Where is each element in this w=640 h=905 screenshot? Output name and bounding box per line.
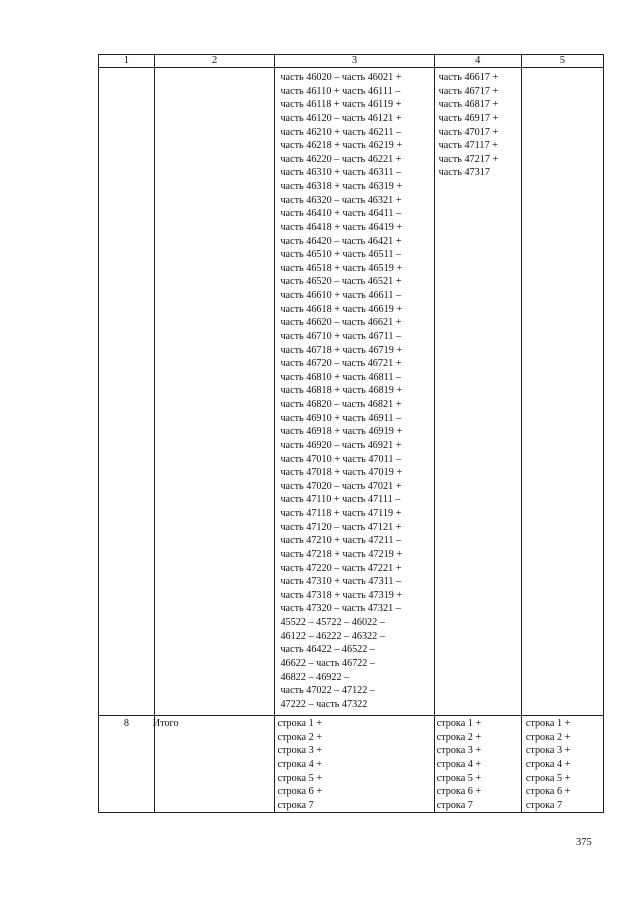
total-line: строка 1 + bbox=[277, 718, 322, 729]
column-header-1: 1 bbox=[99, 55, 155, 68]
formula-line: часть 47218 + часть 47219 + bbox=[280, 548, 403, 560]
formula-lines-col4 bbox=[435, 68, 521, 180]
column-header-5: 5 bbox=[521, 55, 603, 68]
total-line: строка 5 + bbox=[277, 772, 322, 784]
total-row-label: Итого bbox=[152, 718, 179, 729]
formula-line: часть 46410 + часть 46411 – bbox=[280, 208, 402, 220]
formula-line: часть 47010 + часть 47011 – bbox=[280, 453, 402, 465]
total-line: строка 2 + bbox=[436, 731, 482, 743]
formula-line: часть 46718 + часть 46719 + bbox=[280, 344, 403, 356]
formula-line: часть 47220 – часть 47221 + bbox=[280, 562, 402, 574]
formula-line: часть 47022 – 47122 – bbox=[280, 685, 376, 697]
total-col4-cell bbox=[434, 716, 521, 813]
total-line: строка 4 + bbox=[525, 758, 571, 770]
total-line: строка 2 + bbox=[277, 731, 322, 743]
continuation-row bbox=[99, 68, 604, 716]
formula-line: часть 46318 + часть 46319 + bbox=[280, 181, 403, 192]
total-line: строка 6 + bbox=[525, 786, 571, 798]
formula-line: часть 47117 + bbox=[438, 140, 498, 152]
formula-line: часть 46610 + часть 46611 – bbox=[280, 290, 402, 301]
total-line: строка 3 + bbox=[525, 745, 571, 757]
total-line: строка 7 bbox=[525, 799, 563, 811]
total-col5-cell bbox=[521, 716, 603, 813]
formula-line: часть 46520 – часть 46521 + bbox=[280, 276, 402, 288]
formula-line: 46622 – часть 46722 – bbox=[280, 657, 376, 669]
formula-line: часть 46422 – 46522 – bbox=[280, 644, 376, 656]
cell-col4-formula bbox=[434, 68, 521, 716]
formula-line: часть 46617 + bbox=[438, 72, 499, 83]
formula-line: часть 46820 – часть 46821 + bbox=[280, 399, 402, 410]
total-line: строка 1 + bbox=[525, 718, 571, 729]
total-line: строка 3 + bbox=[436, 745, 482, 757]
formula-line: часть 46717 + bbox=[438, 85, 499, 97]
total-line: строка 7 bbox=[436, 799, 473, 811]
total-line: строка 4 + bbox=[436, 758, 482, 770]
formula-lines-col3 bbox=[275, 68, 433, 714]
formula-line: 45522 – 45722 – 46022 – bbox=[280, 617, 385, 628]
total-lines-col3 bbox=[275, 716, 433, 812]
formula-line: часть 46218 + часть 46219 + bbox=[280, 140, 403, 152]
total-row bbox=[99, 716, 604, 813]
total-line: строка 6 + bbox=[436, 786, 482, 798]
total-row-number: 8 bbox=[99, 716, 155, 813]
formula-line: часть 46220 – часть 46221 + bbox=[280, 153, 402, 165]
formula-line: часть 47318 + часть 47319 + bbox=[280, 589, 403, 601]
cell-col5-empty bbox=[521, 68, 603, 716]
formula-line: часть 46210 + часть 46211 – bbox=[280, 126, 402, 138]
formula-line: часть 46720 – часть 46721 + bbox=[280, 358, 402, 370]
formula-line: часть 46518 + часть 46519 + bbox=[280, 262, 403, 274]
formula-line: часть 46310 + часть 46311 – bbox=[280, 167, 402, 179]
total-line: строка 5 + bbox=[525, 772, 571, 784]
formula-line: 47222 – часть 47322 bbox=[280, 698, 368, 710]
cell-col1-empty bbox=[99, 68, 155, 716]
formula-line: часть 46320 – часть 46321 + bbox=[280, 194, 402, 206]
formula-line: часть 47020 – часть 47021 + bbox=[280, 480, 402, 492]
total-line: строка 2 + bbox=[525, 731, 571, 743]
formula-line: часть 46810 + часть 46811 – bbox=[280, 371, 402, 383]
formula-line: часть 47320 – часть 47321 – bbox=[280, 603, 401, 615]
formula-line: часть 47317 bbox=[438, 167, 490, 179]
formula-line: часть 46710 + часть 46711 – bbox=[280, 330, 402, 342]
formula-line: 46822 – 46922 – bbox=[280, 671, 350, 683]
formula-line: часть 46120 – часть 46121 + bbox=[280, 112, 402, 124]
formula-line: часть 46620 – часть 46621 + bbox=[280, 317, 402, 329]
cell-col2-empty bbox=[154, 68, 275, 716]
total-line: строка 3 + bbox=[277, 745, 322, 757]
formula-line: часть 46618 + часть 46619 + bbox=[280, 303, 403, 315]
formula-line: часть 46918 + часть 46919 + bbox=[280, 426, 403, 438]
formula-line: часть 46510 + часть 46511 – bbox=[280, 249, 402, 261]
formula-line: часть 46817 + bbox=[438, 99, 499, 111]
formula-line: часть 46420 – часть 46421 + bbox=[280, 235, 402, 247]
formula-line: часть 46118 + часть 46119 + bbox=[280, 99, 402, 111]
page-number: 375 bbox=[576, 837, 592, 848]
formula-line: часть 46917 + bbox=[438, 112, 499, 124]
total-line: строка 7 bbox=[277, 799, 314, 811]
formula-line: часть 46920 – часть 46921 + bbox=[280, 439, 402, 451]
formula-line: часть 47017 + bbox=[438, 126, 499, 138]
form-table bbox=[98, 54, 604, 813]
formula-line: часть 46020 – часть 46021 + bbox=[280, 72, 402, 83]
total-line: строка 4 + bbox=[277, 758, 322, 770]
total-line: строка 5 + bbox=[436, 772, 482, 784]
header-row bbox=[99, 55, 604, 68]
formula-line: часть 47018 + часть 47019 + bbox=[280, 467, 403, 479]
formula-line: часть 46910 + часть 46911 – bbox=[280, 412, 402, 424]
formula-line: часть 47118 + часть 47119 + bbox=[280, 508, 402, 519]
formula-line: часть 47110 + часть 47111 – bbox=[280, 494, 401, 506]
total-col3-cell bbox=[275, 716, 434, 813]
column-header-4: 4 bbox=[434, 55, 521, 68]
formula-line: 46122 – 46222 – 46322 – bbox=[280, 630, 385, 642]
formula-line: часть 46110 + часть 46111 – bbox=[280, 85, 401, 97]
formula-line: часть 47120 – часть 47121 + bbox=[280, 521, 402, 533]
cell-col3-formula bbox=[275, 68, 434, 716]
column-header-3: 3 bbox=[275, 55, 434, 68]
formula-line: часть 47210 + часть 47211 – bbox=[280, 535, 402, 547]
total-line: строка 1 + bbox=[436, 718, 482, 729]
total-lines-col5 bbox=[522, 716, 603, 812]
total-lines-col4 bbox=[435, 716, 521, 812]
formula-line: часть 46418 + часть 46419 + bbox=[280, 221, 403, 233]
total-row-label-cell bbox=[154, 716, 275, 813]
formula-line: часть 46818 + часть 46819 + bbox=[280, 385, 403, 397]
formula-line: часть 47217 + bbox=[438, 153, 499, 165]
total-line: строка 6 + bbox=[277, 786, 322, 798]
formula-line: часть 47310 + часть 47311 – bbox=[280, 576, 402, 588]
column-header-2: 2 bbox=[154, 55, 275, 68]
